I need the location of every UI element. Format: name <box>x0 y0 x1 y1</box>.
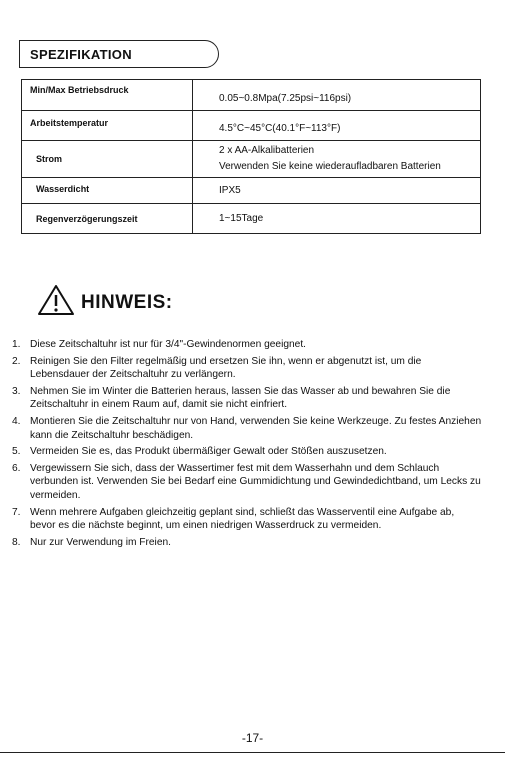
list-item: 5. Vermeiden Sie es, das Produkt übermäßiger Gewalt oder Stößen auszusetzen. <box>12 446 387 458</box>
spec-row-temperature <box>22 111 481 141</box>
bottom-rule <box>0 752 505 753</box>
spec-label-waterproof: Wasserdicht <box>36 184 90 194</box>
list-item: 4. Montieren Sie die Zeitschaltuhr nur von Hand, verwenden Sie keine Werkzeuge. Zu festes Anziehen kann die Zeitschaltuhr beschädigen. <box>12 415 482 441</box>
list-item: 6. Vergewissern Sie sich, dass der Wassertimer fest mit dem Wasserhahn und dem Schlauch verbunden ist. Verwenden Sie bei Bedarf eine Gummidichtung und Gewindedichtband, um Lecks zu vermeiden. <box>12 462 481 501</box>
hinweis-heading <box>37 284 173 321</box>
spec-label-power: Strom <box>36 154 63 164</box>
spec-row-power <box>22 141 481 178</box>
spec-value-temperature: 4.5°C~45°C(40.1°F~113°F) <box>219 123 341 134</box>
spec-value-rain-delay: 1~15Tage <box>219 213 264 224</box>
spec-label-temperature: Arbeitstemperatur <box>30 118 109 128</box>
spec-label-rain-delay: Regenverzögerungszeit <box>36 214 138 224</box>
hinweis-title: HINWEIS: <box>81 291 173 313</box>
spec-value-power-2: Verwenden Sie keine wiederaufladbaren Batterien <box>219 161 441 172</box>
spec-table <box>21 79 481 234</box>
spec-value-waterproof: IPX5 <box>219 185 241 196</box>
spec-title-text: SPEZIFIKATION <box>30 46 132 62</box>
notes-list <box>12 338 482 552</box>
list-item: 7. Wenn mehrere Aufgaben gleichzeitig geplant sind, schließt das Wasserventil eine Aufgabe ab, bevor es die nächste beginnt, um einen niedrigen Wasserdruck zu vermeiden. <box>12 506 455 532</box>
spec-label-pressure: Min/Max Betriebsdruck <box>30 85 129 95</box>
spec-row-rain-delay <box>22 204 481 234</box>
list-item: 1. Diese Zeitschaltuhr ist nur für 3/4"-Gewindenormen geeignet. <box>12 339 306 350</box>
spec-row-waterproof <box>22 178 481 204</box>
list-item: 8. Nur zur Verwendung im Freien. <box>12 536 171 548</box>
list-item: 3. Nehmen Sie im Winter die Batterien heraus, lassen Sie das Wasser ab und bewahren Sie die Zeitschaltuhr in einem Raum auf, damit sie nicht einfriert. <box>12 385 451 411</box>
spec-row-pressure <box>22 80 481 111</box>
warning-triangle-icon <box>37 284 75 321</box>
spec-value-power-1: 2 x AA-Alkalibatterien <box>219 145 315 156</box>
spec-section-title <box>19 40 219 68</box>
list-item: 2. Reinigen Sie den Filter regelmäßig und ersetzen Sie ihn, wenn er abgenutzt ist, um die Lebensdauer der Zeitschaltuhr zu verlängern. <box>12 355 422 381</box>
page-number: -17- <box>241 731 264 745</box>
spec-value-pressure: 0.05~0.8Mpa(7.25psi~116psi) <box>219 93 352 104</box>
